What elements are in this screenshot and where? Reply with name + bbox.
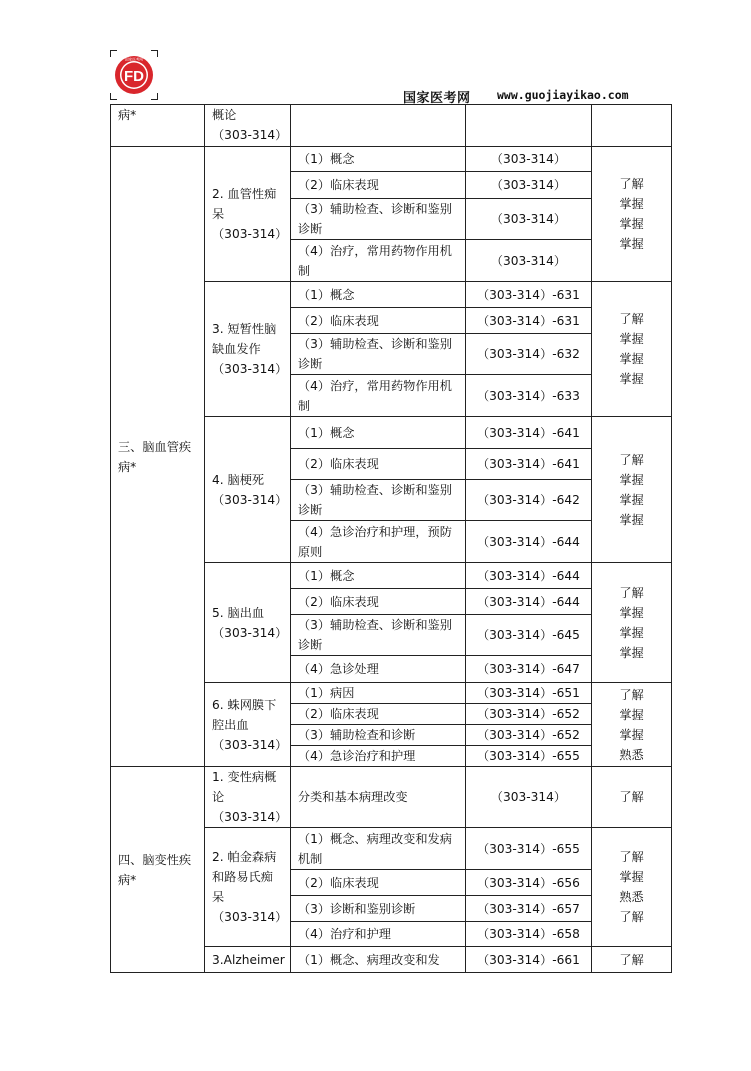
unit-cell: 3. 短暂性脑缺血发作 （303-314）	[205, 282, 291, 417]
table-row	[111, 147, 672, 172]
ref-cell: （303-314）-657	[465, 896, 591, 922]
item-cell: （3）辅助检查和诊断	[290, 725, 465, 746]
system-cell: 病*	[111, 105, 205, 147]
table-row	[111, 105, 672, 147]
unit-cell: 概论 （303-314）	[205, 105, 291, 147]
item-cell: （3）辅助检查、诊断和鉴别诊断	[290, 199, 465, 240]
level-cell	[592, 105, 672, 147]
ref-cell: （303-314）-655	[465, 828, 591, 870]
ref-cell: （303-314）-651	[465, 683, 591, 704]
level-cell: 了解 掌握 掌握 掌握	[592, 563, 672, 683]
unit-cell: 4. 脑梗死 （303-314）	[205, 417, 291, 563]
ref-cell: （303-314）-642	[465, 480, 591, 521]
item-cell: （1）概念	[290, 282, 465, 308]
ref-cell: （303-314）-652	[465, 725, 591, 746]
item-cell: （4）急诊治疗和护理，预防原则	[290, 521, 465, 563]
ref-cell: （303-314）	[465, 172, 591, 199]
item-cell: （4）治疗，常用药物作用机制	[290, 240, 465, 282]
ref-cell: （303-314）-661	[465, 947, 591, 973]
item-cell: （1）概念	[290, 417, 465, 449]
ref-cell: （303-314）-647	[465, 656, 591, 683]
item-cell: （2）临床表现	[290, 870, 465, 896]
table-row	[111, 767, 672, 828]
level-cell: 了解	[592, 947, 672, 973]
item-cell: （1）概念、病理改变和发	[290, 947, 465, 973]
ref-cell: （303-314）-655	[465, 746, 591, 767]
unit-cell: 2. 帕金森病和路易氏痴呆 （303-314）	[205, 828, 291, 947]
item-cell: （2）临床表现	[290, 704, 465, 725]
ref-cell: （303-314）	[465, 767, 591, 828]
item-cell: （1）概念、病理改变和发病机制	[290, 828, 465, 870]
site-name: 国家医考网	[403, 91, 471, 106]
item-cell: （4）治疗和护理	[290, 922, 465, 947]
ref-cell: （303-314）-641	[465, 449, 591, 480]
level-cell: 了解 掌握 掌握 掌握	[592, 282, 672, 417]
item-cell: （1）概念	[290, 147, 465, 172]
system-cell: 三、脑血管疾病*	[111, 147, 205, 767]
ref-cell: （303-314）-644	[465, 589, 591, 615]
ref-cell: （303-314）-631	[465, 282, 591, 308]
item-cell: （2）临床表现	[290, 589, 465, 615]
ref-cell: （303-314）-656	[465, 870, 591, 896]
ref-cell: （303-314）-644	[465, 521, 591, 563]
item-cell: （2）临床表现	[290, 308, 465, 334]
ref-cell: （303-314）	[465, 147, 591, 172]
item-cell: （1）病因	[290, 683, 465, 704]
item-cell: （3）辅助检查、诊断和鉴别诊断	[290, 334, 465, 375]
item-cell: （2）临床表现	[290, 172, 465, 199]
system-cell: 四、脑变性疾病*	[111, 767, 205, 973]
item-cell: （3）诊断和鉴别诊断	[290, 896, 465, 922]
ref-cell: （303-314）-645	[465, 615, 591, 656]
ref-cell: （303-314）-641	[465, 417, 591, 449]
ref-cell	[465, 105, 591, 147]
unit-cell: 6. 蛛网膜下腔出血 （303-314）	[205, 683, 291, 767]
level-cell: 了解 掌握 熟悉 了解	[592, 828, 672, 947]
ref-cell: （303-314）-632	[465, 334, 591, 375]
ref-cell: （303-314）-633	[465, 375, 591, 417]
level-cell: 了解 掌握 掌握 掌握	[592, 417, 672, 563]
item-cell: （4）急诊治疗和护理	[290, 746, 465, 767]
item-cell: （2）临床表现	[290, 449, 465, 480]
site-url[interactable]: www.guojiayikao.com	[497, 88, 629, 102]
item-cell: （3）辅助检查、诊断和鉴别诊断	[290, 480, 465, 521]
unit-cell: 5. 脑出血 （303-314）	[205, 563, 291, 683]
item-cell: （4）治疗，常用药物作用机制	[290, 375, 465, 417]
item-cell: （1）概念	[290, 563, 465, 589]
ref-cell: （303-314）-644	[465, 563, 591, 589]
unit-cell: 1. 变性病概论 （303-314）	[205, 767, 291, 828]
item-cell: （4）急诊处理	[290, 656, 465, 683]
svg-text:国家医考网: 国家医考网	[125, 57, 143, 62]
syllabus-table	[110, 104, 672, 973]
level-cell: 了解 掌握 掌握 熟悉	[592, 683, 672, 767]
ref-cell: （303-314）-631	[465, 308, 591, 334]
level-cell: 了解 掌握 掌握 掌握	[592, 147, 672, 282]
ref-cell: （303-314）	[465, 240, 591, 282]
ref-cell: （303-314）-658	[465, 922, 591, 947]
unit-cell: 2. 血管性痴呆 （303-314）	[205, 147, 291, 282]
svg-text:FD: FD	[124, 68, 144, 85]
item-cell: 分类和基本病理改变	[290, 767, 465, 828]
level-cell: 了解	[592, 767, 672, 828]
unit-cell: 3.Alzheimer	[205, 947, 291, 973]
ref-cell: （303-314）	[465, 199, 591, 240]
ref-cell: （303-314）-652	[465, 704, 591, 725]
item-cell: （3）辅助检查、诊断和鉴别诊断	[290, 615, 465, 656]
site-logo	[110, 50, 158, 100]
item-cell	[290, 105, 465, 147]
